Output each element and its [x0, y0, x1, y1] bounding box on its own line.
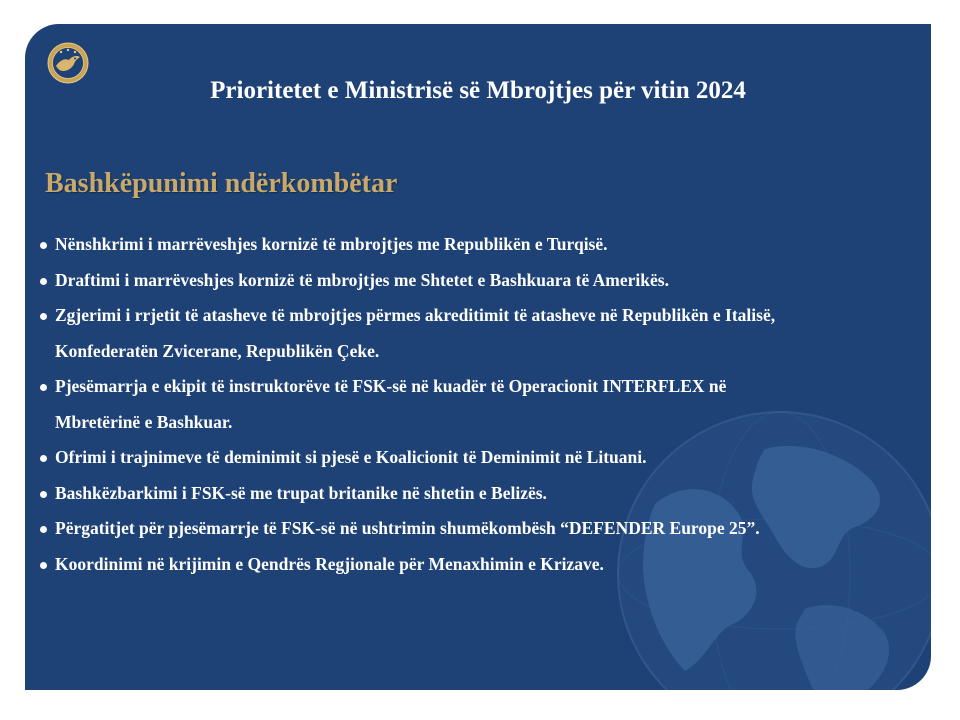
- bullet-icon: [40, 278, 47, 285]
- section-heading: Bashkëpunimi ndërkombëtar: [45, 168, 398, 199]
- list-item-text: Nënshkrimi i marrëveshjes kornizë të mbrojtjes me Republikën e Turqisë.: [55, 234, 608, 254]
- list-item-text: Bashkëzbarkimi i FSK-së me trupat britanike në shtetin e Belizës.: [55, 482, 547, 503]
- slide-title: Prioritetet e Ministrisë së Mbrojtjes për vitin 2024: [210, 77, 746, 104]
- list-item-text-continued: Konfederatën Zvicerane, Republikën Çeke.: [55, 340, 380, 361]
- list-item-text: Pjesëmarrja e ekipit të instruktorëve të FSK-së në kuadër të Operacionit INTERFLEX në: [55, 376, 727, 396]
- list-item: [36, 476, 931, 512]
- list-item: [36, 263, 931, 299]
- bullet-icon: [40, 526, 47, 533]
- bullet-icon: [40, 491, 47, 498]
- list-item: [36, 369, 931, 440]
- list-item-text-continued: Mbretërinë e Bashkuar.: [55, 411, 233, 432]
- list-item-text: Përgatitjet për pjesëmarrje të FSK-së në ushtrimin shumëkombësh “DEFENDER Europe 25”.: [55, 518, 760, 538]
- list-item-text: Koordinimi në krijimin e Qendrës Regjionale për Menaxhimin e Krizave.: [55, 553, 604, 574]
- priority-list: [36, 227, 931, 582]
- list-item-text: Ofrimi i trajnimeve të deminimit si pjesë e Koalicionit të Deminimit në Lituani.: [55, 447, 647, 467]
- list-item: [36, 511, 931, 547]
- list-item: [36, 298, 931, 369]
- list-item-text: Zgjerimi i rrjetit të atasheve të mbrojtjes përmes akreditimit të atasheve në Republikën e Italisë,: [55, 305, 776, 325]
- list-item: [36, 227, 931, 263]
- bullet-icon: [40, 242, 47, 249]
- list-item: [36, 547, 931, 583]
- bullet-icon: [40, 384, 47, 391]
- bullet-icon: [40, 313, 47, 320]
- slide: [25, 24, 931, 690]
- bullet-icon: [40, 455, 47, 462]
- list-item: [36, 440, 931, 476]
- list-item-text: Draftimi i marrëveshjes kornizë të mbrojtjes me Shtetet e Bashkuara të Amerikës.: [55, 269, 669, 290]
- bullet-icon: [40, 562, 47, 569]
